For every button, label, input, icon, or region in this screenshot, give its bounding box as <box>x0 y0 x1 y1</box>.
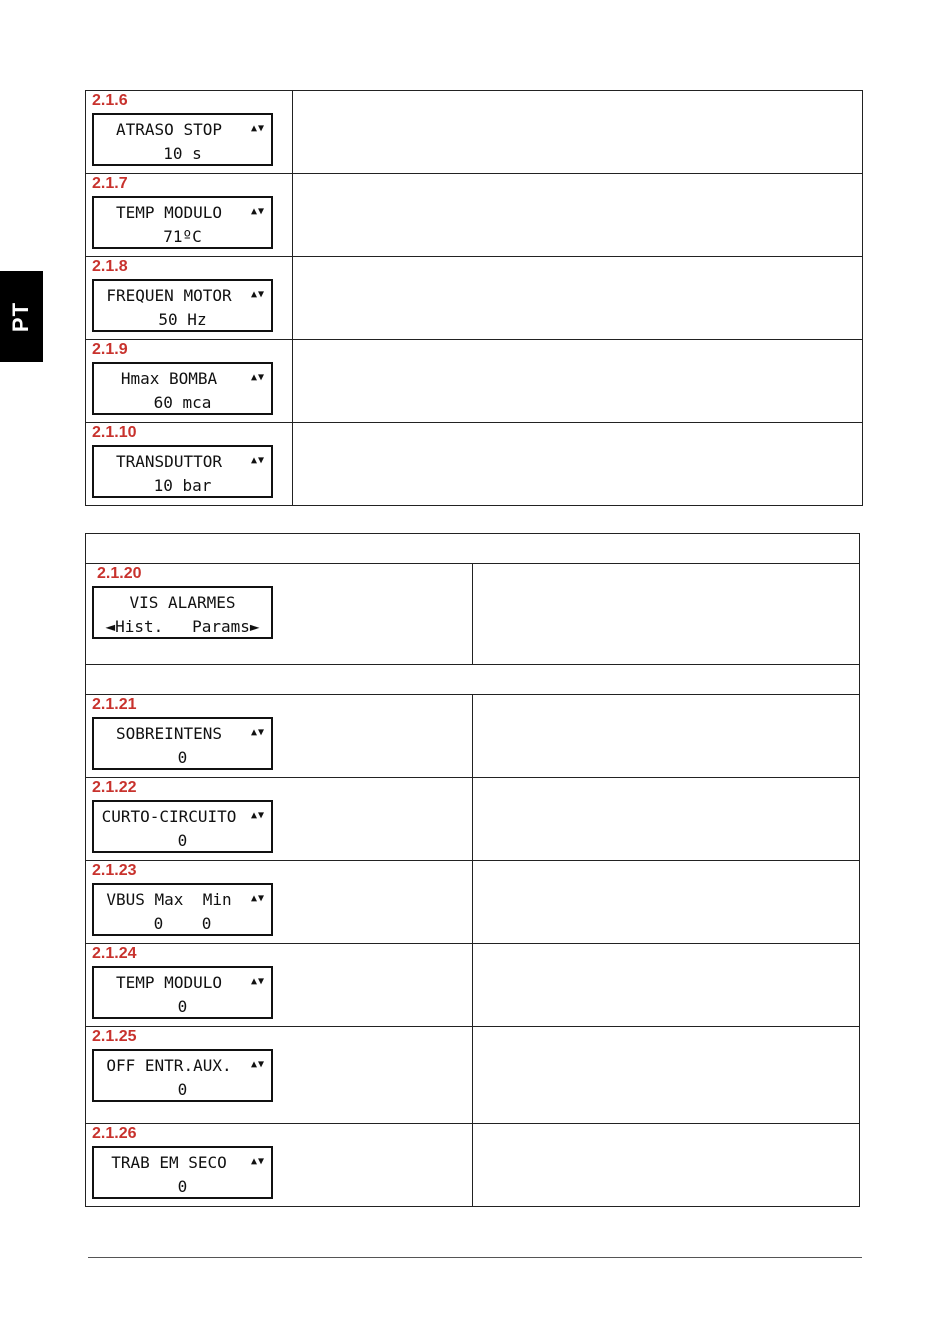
description-cell <box>293 174 863 257</box>
parameter-cell <box>86 174 293 257</box>
parameter-cell <box>86 778 473 861</box>
description-cell <box>293 257 863 340</box>
table-row <box>86 778 860 861</box>
lcd-line-2: 71ºC <box>163 227 202 246</box>
lcd-line-1: OFF ENTR.AUX. <box>106 1056 232 1075</box>
parameter-code: 2.1.26 <box>92 1125 137 1142</box>
up-down-arrows-icon: ▲▼ <box>250 976 265 987</box>
parameter-cell <box>86 1027 473 1124</box>
section-header-row <box>86 665 860 695</box>
lcd-line-2: 0 <box>177 831 188 850</box>
lcd-line-1: TEMP MODULO <box>116 203 222 222</box>
lcd-display <box>92 966 273 1019</box>
lcd-line-1: VIS ALARMES <box>129 593 236 612</box>
description-cell <box>473 1027 860 1124</box>
parameter-code: 2.1.7 <box>92 175 128 192</box>
lcd-display <box>92 800 273 853</box>
table-row <box>86 91 863 174</box>
parameter-code: 2.1.22 <box>92 779 137 796</box>
up-down-arrows-icon: ▲▼ <box>250 893 265 904</box>
lcd-line-2: 50 Hz <box>158 310 207 329</box>
parameter-table-top <box>85 90 863 506</box>
lcd-line-1: TEMP MODULO <box>116 973 222 992</box>
table-row <box>86 564 860 665</box>
language-tab <box>0 271 43 362</box>
up-down-arrows-icon: ▲▼ <box>250 727 265 738</box>
up-down-arrows-icon: ▲▼ <box>250 123 265 134</box>
table-row <box>86 1124 860 1207</box>
description-cell <box>293 91 863 174</box>
lcd-display <box>92 445 273 498</box>
lcd-display <box>92 586 273 639</box>
lcd-display <box>92 1146 273 1199</box>
section-header-cell <box>86 534 860 564</box>
parameter-cell <box>86 257 293 340</box>
parameter-code: 2.1.6 <box>92 92 128 109</box>
parameter-cell <box>86 423 293 506</box>
lcd-line-1: FREQUEN MOTOR <box>106 286 232 305</box>
lcd-line-1: TRAB EM SECO <box>111 1153 227 1172</box>
up-down-arrows-icon: ▲▼ <box>250 810 265 821</box>
up-down-arrows-icon: ▲▼ <box>250 1059 265 1070</box>
lcd-line-2: 0 <box>177 997 188 1016</box>
lcd-line-1: ATRASO STOP <box>116 120 222 139</box>
parameter-code: 2.1.25 <box>92 1028 137 1045</box>
parameter-code: 2.1.8 <box>92 258 128 275</box>
parameter-code: 2.1.24 <box>92 945 137 962</box>
description-cell <box>473 778 860 861</box>
parameter-code: 2.1.9 <box>92 341 128 358</box>
lcd-line-2: 10 s <box>163 144 202 163</box>
parameter-cell <box>86 91 293 174</box>
lcd-line-2: 10 bar <box>153 476 212 495</box>
section-header-row <box>86 534 860 564</box>
lcd-display <box>92 196 273 249</box>
parameter-code: 2.1.23 <box>92 862 137 879</box>
description-cell <box>473 564 860 665</box>
up-down-arrows-icon: ▲▼ <box>250 372 265 383</box>
lcd-display <box>92 1049 273 1102</box>
up-down-arrows-icon: ▲▼ <box>250 206 265 217</box>
lcd-line-2: 0 <box>177 748 188 767</box>
lcd-line-1: SOBREINTENS <box>116 724 222 743</box>
lcd-line-1: VBUS Max Min <box>106 890 232 909</box>
lcd-line-2: 0 <box>177 1080 188 1099</box>
table-row <box>86 861 860 944</box>
lcd-display <box>92 717 273 770</box>
table-row <box>86 423 863 506</box>
up-down-arrows-icon: ▲▼ <box>250 1156 265 1167</box>
parameter-cell <box>86 564 473 665</box>
lcd-display <box>92 113 273 166</box>
lcd-line-2: ◄Hist. Params► <box>105 617 260 636</box>
lcd-display <box>92 362 273 415</box>
footer-rule <box>88 1257 862 1258</box>
lcd-display <box>92 279 273 332</box>
table-row <box>86 1027 860 1124</box>
lcd-line-2: 0 0 <box>153 914 212 933</box>
parameter-code: 2.1.10 <box>92 424 137 441</box>
section-header-cell <box>86 665 860 695</box>
parameter-cell <box>86 861 473 944</box>
language-tab-label: PT <box>8 301 34 332</box>
description-cell <box>473 695 860 778</box>
parameter-cell <box>86 944 473 1027</box>
lcd-display <box>92 883 273 936</box>
description-cell <box>293 423 863 506</box>
up-down-arrows-icon: ▲▼ <box>250 289 265 300</box>
table-row <box>86 944 860 1027</box>
description-cell <box>473 861 860 944</box>
description-cell <box>473 944 860 1027</box>
table-row <box>86 340 863 423</box>
table-row <box>86 257 863 340</box>
parameter-cell <box>86 695 473 778</box>
lcd-line-1: TRANSDUTTOR <box>116 452 222 471</box>
description-cell <box>473 1124 860 1207</box>
up-down-arrows-icon: ▲▼ <box>250 455 265 466</box>
lcd-line-2: 0 <box>177 1177 188 1196</box>
parameter-table-bottom <box>85 533 860 1207</box>
parameter-code: 2.1.21 <box>92 696 137 713</box>
parameter-cell <box>86 340 293 423</box>
description-cell <box>293 340 863 423</box>
parameter-code: 2.1.20 <box>97 565 142 582</box>
lcd-line-2: 60 mca <box>153 393 212 412</box>
parameter-cell <box>86 1124 473 1207</box>
lcd-line-1: CURTO-CIRCUITO <box>101 807 237 826</box>
table-row <box>86 695 860 778</box>
table-row <box>86 174 863 257</box>
lcd-line-1: Hmax BOMBA <box>120 369 218 388</box>
